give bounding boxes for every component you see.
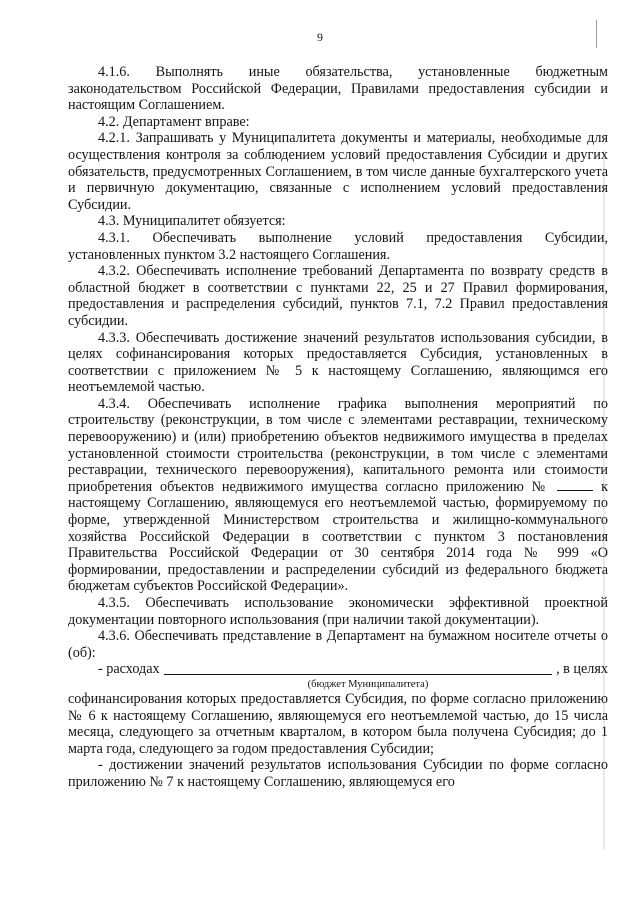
expenses-continuation: софинансирования которых предоставляется Субсидия, по форме согласно приложению № 6 к настоящему Соглашению, являющемуся его неотъемлемой частью, до 15 числа месяца, следующего за отчетным кварталом, в котором была получена Субсидия; до 1 марта года, следующего за годом предоставления Субсидии;: [68, 690, 608, 757]
clause-4-3-1: 4.3.1. Обеспечивать выполнение условий предоставления Субсидии, установленных пунктом 3.2 настоящего Соглашения.: [68, 229, 608, 263]
blank-caption: (бюджет Муниципалитета): [307, 678, 429, 690]
clause-4-2-1: 4.2.1. Запрашивать у Муниципалитета документы и материалы, необходимые для осуществления контроля за соблюдением условий предоставления Субсидии и других обязательств, предусмотренных Соглашением, в том числе данные бухгалтерского учета и первичную документацию, связанные с исполнением условий предоставления Субсидии.: [68, 130, 608, 213]
clause-4-3-3: 4.3.3. Обеспечивать достижение значений результатов использования субсидии, в целях софинансирования которых предоставляется Субсидия, установленных в соответствии с приложением № 5 к настоящему Соглашению, являющимся его неотъемлемой частью.: [68, 329, 608, 396]
clause-4-3-4-part-a: 4.3.4. Обеспечивать исполнение графика выполнения мероприятий по строительству (реконструкции, в том числе с элементами реставрации, техническому перевооружению) и (или) приобретению объектов недвижимого имущества в пределах установленной стоимости строительства (реконструкции, в том числе с элементами реставрации, технического перевооружения), капитального ремонта или стоимости приобретения объектов недвижимого имущества согласно приложению №: [68, 395, 608, 495]
expenses-fill-line: [68, 661, 608, 678]
scan-edge-line: [596, 20, 597, 48]
document-body: [68, 64, 608, 791]
expenses-label: - расходах: [98, 661, 160, 678]
results-report-item: - достижении значений результатов использования Субсидии по форме согласно приложению № 7 к настоящему Соглашению, являющемуся его: [68, 757, 608, 790]
page-number: 9: [317, 30, 323, 44]
clause-4-3-2: 4.3.2. Обеспечивать исполнение требований Департамента по возврату средств в областной бюджет в соответствии с пунктами 22, 25 и 27 Правил формирования, предоставления и распределения субсидий, пунктов 7.1, 7.2 Правил предоставления субсидии.: [68, 263, 608, 329]
expenses-tail: , в целях: [556, 661, 608, 678]
clause-4-3-4: [68, 396, 608, 595]
clause-4-1-6: 4.1.6. Выполнять иные обязательства, установленные бюджетным законодательством Российской Федерации, Правилами предоставления субсидии и настоящим Соглашением.: [68, 64, 608, 114]
clause-4-3-4-part-b: к настоящему Соглашению, являющемуся его неотъемлемой частью, формируемому по форме, утвержденной Министерством строительства и жилищно-коммунального хозяйства Российской Федерации в соответствии с пунктом 3 постановления Правительства Российской Федерации от 30 сентября 2014 года № 999 «О формировании, предоставлении и распределении субсидий из федерального бюджета бюджетам субъектов Российской Федерации».: [68, 478, 609, 595]
clause-4-3-5: 4.3.5. Обеспечивать использование экономически эффективной проектной документации повторного использования (при наличии такой документации).: [68, 595, 608, 628]
appendix-number-blank: [557, 479, 593, 491]
clause-4-3: 4.3. Муниципалитет обязуется:: [98, 213, 286, 230]
clause-4-3-6: 4.3.6. Обеспечивать представление в Департамент на бумажном носителе отчеты о (об):: [68, 628, 608, 661]
clause-4-2: 4.2. Департамент вправе:: [98, 113, 250, 130]
fill-in-blank-line: [164, 662, 552, 675]
